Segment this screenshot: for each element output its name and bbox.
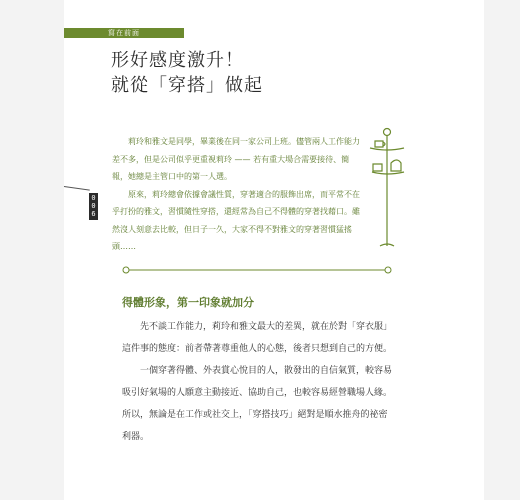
section-tag: [64, 28, 184, 38]
section-divider: [122, 266, 392, 274]
page-number-digit: 0: [91, 202, 96, 210]
page-number: [89, 193, 98, 220]
intro-paragraph: 原來，莉玲總會依據會議性質，穿著適合的服飾出席，而平常不在乎打扮的雅文，習慣隨性穿搭，還經常為自己不得體的穿著找藉口。雖然沒人刻意去比較，但日子一久，大家不得不對雅文的穿著習慣猛搖頭……: [112, 189, 360, 251]
body-text: [122, 316, 392, 448]
title-line-2: 就從「穿搭」做起: [111, 75, 263, 96]
page-title: [111, 48, 263, 98]
book-page: [64, 0, 484, 500]
section-heading: 得體形象，第一印象就加分: [122, 296, 254, 309]
page-number-digit: 6: [91, 210, 96, 218]
teacup-stand-icon: [366, 126, 408, 248]
section-tag-label: 寫在前面: [108, 29, 140, 37]
body-paragraph: 一個穿著得體、外表賞心悅目的人，散發出的自信氣質，較容易吸引好氣場的人願意主動接近、協助自己，也較容易經營職場人緣。所以，無論是在工作或社交上，「穿搭技巧」絕對是順水推舟的祕密利器。: [122, 366, 393, 442]
title-line-1: 形好感度激升！: [111, 50, 244, 71]
page-number-digit: 0: [91, 194, 96, 202]
body-paragraph: 先不談工作能力，莉玲和雅文最大的差異，就在於對「穿衣服」這件事的態度：前者帶著尊重他人的心態，後者只想到自己的方便。: [122, 322, 393, 354]
intro-text: [112, 133, 362, 256]
intro-paragraph: 莉玲和雅文是同學，畢業後在同一家公司上班。儘管兩人工作能力差不多，但是公司似乎更重視莉玲 —— 若有重大場合需要接待、簡報，她總是主管口中的第一人選。: [112, 137, 360, 181]
margin-line: [64, 186, 90, 191]
